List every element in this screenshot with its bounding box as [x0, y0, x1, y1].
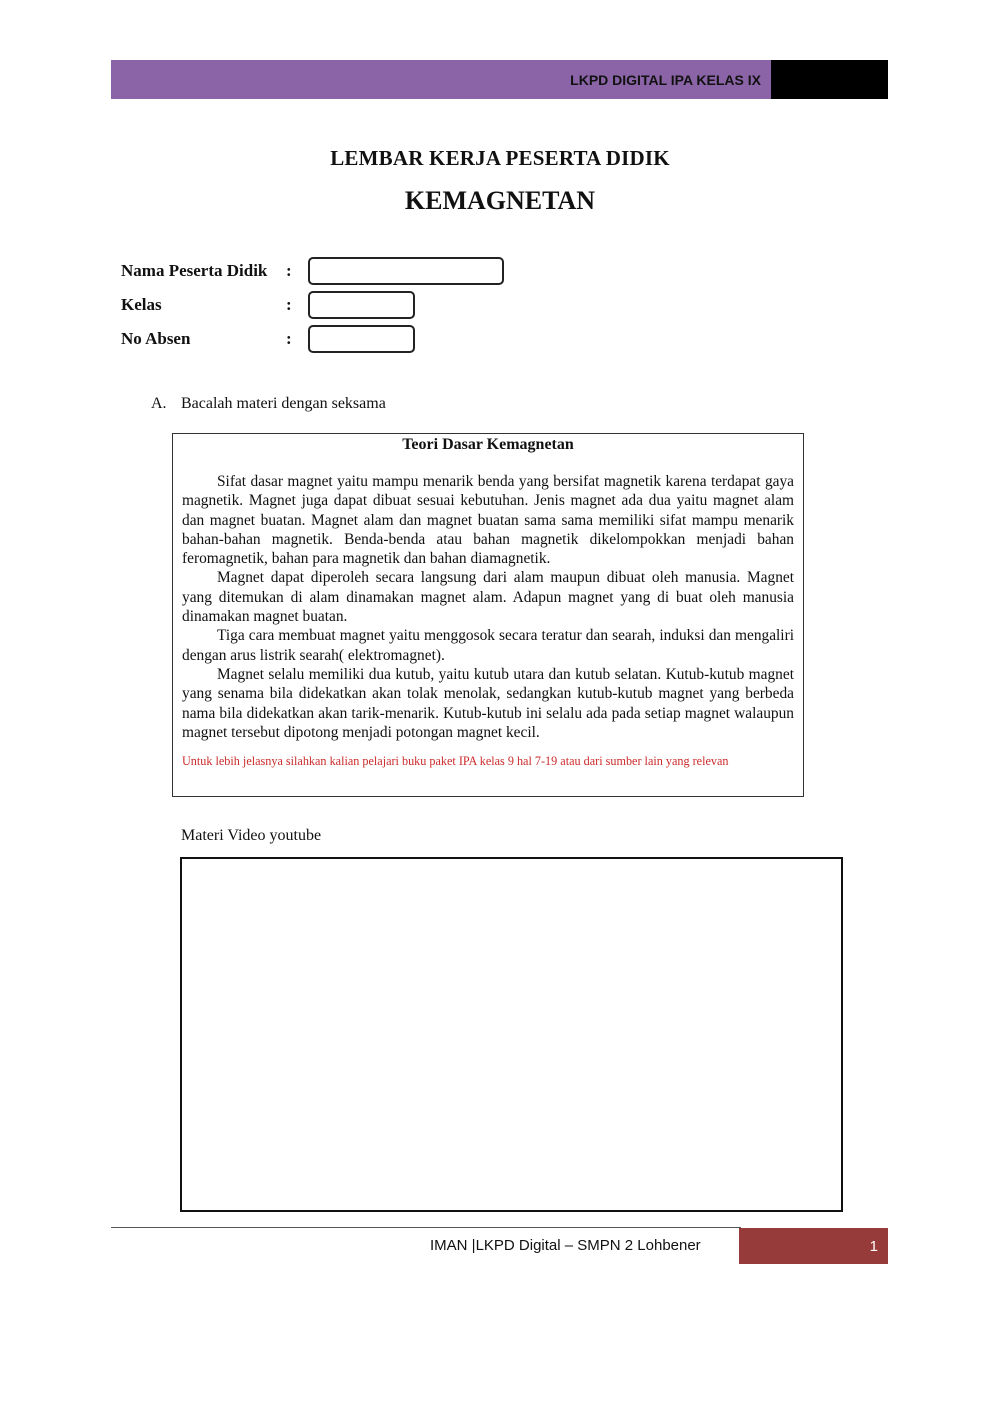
kelas-label: Kelas — [121, 295, 162, 314]
theory-paragraph-3: Tiga cara membuat magnet yaitu menggosok secara teratur dan searah, induksi dan mengaliri dengan arus listrik searah( elektromagnet). — [182, 627, 794, 664]
field-row-absen — [121, 325, 415, 353]
section-a-instruction: Bacalah materi dengan seksama — [181, 395, 386, 412]
theory-paragraph-2: Magnet dapat diperoleh secara langsung dari alam maupun dibuat oleh manusia. Magnet yang ditemukan di alam dinamakan magnet alam. Adapun magnet yang di buat oleh manusia dinamakan magnet buatan. — [182, 569, 794, 626]
kelas-input[interactable] — [308, 291, 415, 319]
header-title-band — [111, 60, 771, 99]
section-a-marker: A. — [151, 395, 167, 412]
document-title: LEMBAR KERJA PESERTA DIDIK — [330, 146, 670, 170]
field-row-nama — [121, 257, 504, 285]
theory-title: Teori Dasar Kemagnetan — [402, 436, 574, 453]
nama-label: Nama Peserta Didik — [121, 261, 268, 280]
absen-input[interactable] — [308, 325, 415, 353]
header-black-block — [771, 60, 888, 99]
footer-divider — [111, 1227, 741, 1228]
document-subtitle: KEMAGNETAN — [404, 186, 596, 215]
page-number: 1 — [739, 1228, 888, 1264]
nama-colon: : — [286, 261, 292, 280]
absen-label: No Absen — [121, 329, 191, 348]
theory-paragraph-4: Magnet selalu memiliki dua kutub, yaitu kutub utara dan kutub selatan. Kutub-kutub magnet yang senama bila didekatkan akan tolak menolak, sedangkan kutub-kutub magnet yang berbeda nama bila didekatkan akan tarik-menarik. Kutub-kutub ini selalu ada pada setiap magnet walaupun magnet tersebut dipotong menjadi potongan magnet kecil. — [182, 665, 794, 741]
youtube-video-embed[interactable] — [180, 857, 843, 1212]
nama-input[interactable] — [308, 257, 504, 285]
footer-text: IMAN |LKPD Digital – SMPN 2 Lohbener — [430, 1237, 701, 1254]
video-label: Materi Video youtube — [181, 827, 322, 844]
header-bar — [111, 60, 888, 99]
theory-paragraph-1: Sifat dasar magnet yaitu mampu menarik benda yang bersifat magnetik karena terdapat gaya magnetik. Magnet juga dapat dibuat sesuai kebutuhan. Jenis magnet ada dua yaitu magnet alam dan magnet buatan. Magnet alam dan magnet buatan sama sama memiliki sifat mampu menarik bahan-bahan magnetik. Benda-benda atau bahan magnetik dikelompokkan menjadi bahan feromagnetik, bahan para magnetik dan bahan diamagnetik. — [182, 473, 794, 568]
field-row-kelas — [121, 291, 415, 319]
absen-colon: : — [286, 329, 292, 348]
theory-box — [172, 433, 804, 797]
kelas-colon: : — [286, 295, 292, 314]
header-title: LKPD DIGITAL IPA KELAS IX — [570, 71, 761, 88]
theory-reference-note: Untuk lebih jelasnya silahkan kalian pelajari buku paket IPA kelas 9 hal 7-19 atau dari sumber lain yang relevan — [182, 754, 729, 769]
section-a-heading — [151, 395, 386, 413]
